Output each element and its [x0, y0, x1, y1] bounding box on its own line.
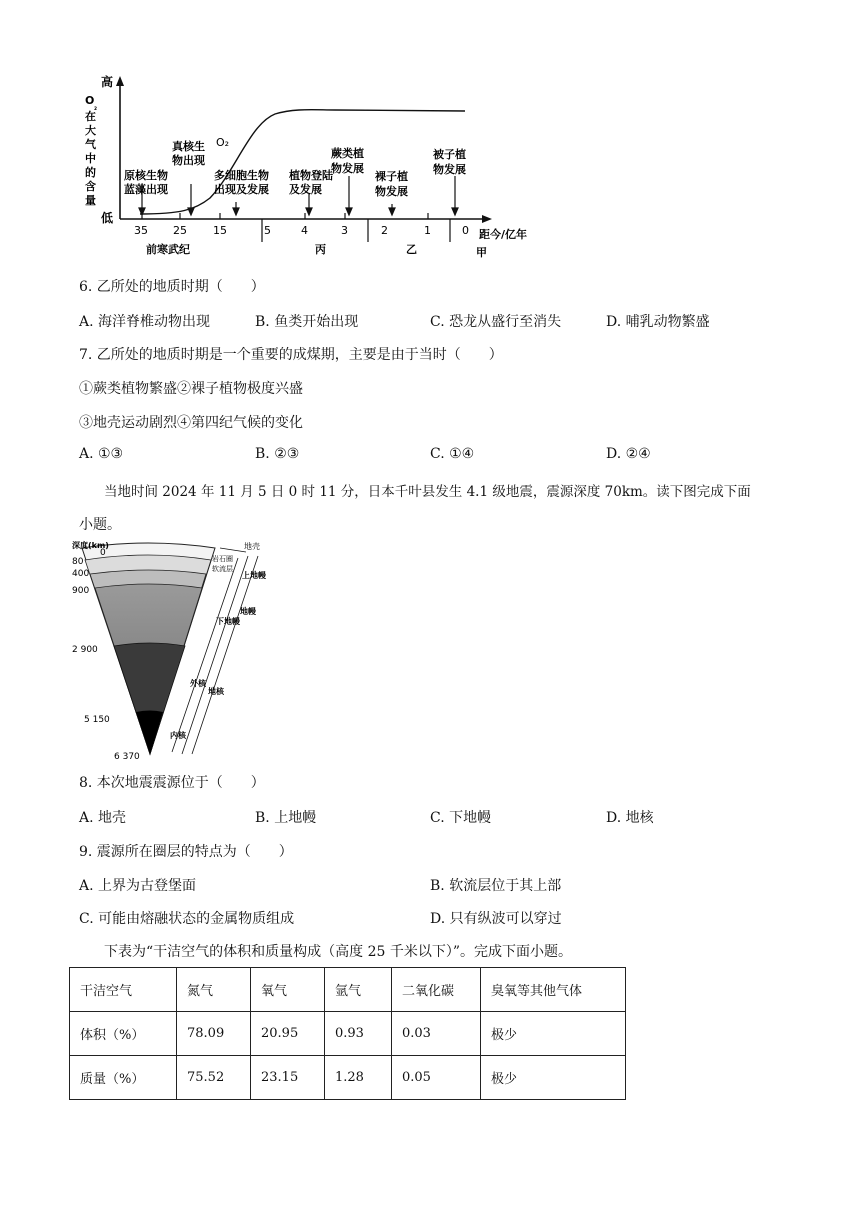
q7-option-a[interactable]: A. ①③: [79, 446, 124, 462]
event-eukaryote: [172, 139, 205, 167]
air-table-intro: 下表为“干洁空气的体积和质量构成（高度 25 千米以下）”。完成下面小题。: [104, 944, 573, 960]
q7-option-b[interactable]: B. ②③: [255, 446, 300, 462]
oxygen-history-figure: [70, 62, 550, 262]
svg-text:气: 气: [85, 138, 96, 151]
table-cell: 0.05: [392, 1056, 481, 1100]
svg-text:物发展: 物发展: [331, 162, 364, 175]
svg-text:中: 中: [85, 152, 96, 165]
svg-text:25: 25: [173, 224, 187, 237]
q6-option-a[interactable]: A. 海洋脊椎动物出现: [79, 314, 211, 330]
svg-text:15: 15: [213, 224, 227, 237]
event-prokaryote: [124, 168, 168, 196]
svg-text:5: 5: [264, 224, 271, 237]
earthquake-passage-line1: 当地时间 2024 年 11 月 5 日 0 时 11 分，日本千叶县发生 4.1 级地震，震源深度 70km。读下图完成下面: [104, 484, 751, 500]
earthquake-passage-line2: 小题。: [79, 517, 121, 533]
svg-text:出现及发展: 出现及发展: [214, 183, 269, 196]
q7-statements-1: ①蕨类植物繁盛②裸子植物极度兴盛: [79, 381, 303, 397]
core-label: 地核: [208, 687, 224, 696]
upper-mantle-label: 上地幔: [242, 571, 266, 580]
svg-text:0: 0: [462, 224, 469, 237]
svg-text:甲: 甲: [476, 246, 487, 259]
table-cell: 质量（%）: [70, 1056, 177, 1100]
svg-text:乙: 乙: [406, 243, 417, 256]
svg-text:物出现: 物出现: [172, 154, 205, 167]
table-header-cell: 氩气: [325, 968, 392, 1012]
svg-text:原核生物: 原核生物: [124, 169, 168, 182]
svg-text:3: 3: [341, 224, 348, 237]
table-header-row: [70, 968, 626, 1012]
y-axis-high-label: 高: [101, 75, 114, 89]
event-angiosperms: [433, 147, 466, 176]
table-cell: 1.28: [325, 1056, 392, 1100]
mantle-label: 地幔: [240, 607, 256, 616]
q8-option-b[interactable]: B. 上地幔: [255, 810, 317, 826]
event-land-plants: [289, 168, 333, 196]
asthenosphere-label: 软流层: [212, 565, 233, 573]
table-cell: 极少: [481, 1056, 626, 1100]
q9-option-b[interactable]: B. 软流层位于其上部: [430, 878, 562, 894]
table-header-cell: 氮气: [177, 968, 251, 1012]
table-cell: 极少: [481, 1012, 626, 1056]
svg-text:大: 大: [85, 124, 96, 137]
svg-text:6 370: 6 370: [114, 752, 140, 762]
svg-text:量: 量: [85, 194, 96, 207]
svg-text:在: 在: [85, 110, 96, 123]
event-gymnosperms: [375, 169, 408, 198]
svg-text:多细胞生物: 多细胞生物: [214, 169, 269, 182]
table-row: [70, 1056, 626, 1100]
svg-text:及发展: 及发展: [289, 183, 322, 196]
table-cell: 0.93: [325, 1012, 392, 1056]
q9-option-a[interactable]: A. 上界为古登堡面: [79, 878, 197, 894]
lithosphere-label: 岩石圈: [212, 555, 233, 563]
svg-text:2 900: 2 900: [72, 645, 98, 655]
event-ferns: [331, 146, 364, 175]
x-axis-arrow: [482, 215, 492, 223]
svg-text:O: O: [85, 94, 95, 107]
y-axis-arrow: [116, 76, 124, 86]
y-axis-title: [85, 94, 97, 207]
svg-text:含: 含: [85, 180, 96, 193]
dry-air-table: [69, 967, 626, 1100]
y-axis-low-label: 低: [101, 211, 114, 225]
q8-option-c[interactable]: C. 下地幔: [430, 810, 492, 826]
question-8: 8. 本次地震震源位于（ ）: [79, 775, 265, 791]
inner-core-layer: [136, 711, 163, 755]
q7-option-c[interactable]: C. ①④: [430, 446, 475, 462]
outer-core-label: 外核: [190, 679, 206, 688]
table-header-cell: 二氧化碳: [392, 968, 481, 1012]
svg-text:400: 400: [72, 569, 90, 579]
svg-text:蕨类植: 蕨类植: [331, 147, 364, 160]
curve-label: O₂: [216, 136, 230, 149]
table-cell: 23.15: [251, 1056, 325, 1100]
svg-text:5 150: 5 150: [84, 715, 110, 725]
depth-title: 深度(km): [72, 541, 109, 550]
question-6: 6. 乙所处的地质时期（ ）: [79, 279, 265, 295]
svg-text:900: 900: [72, 586, 90, 596]
earth-interior-figure: [70, 536, 280, 764]
svg-text:真核生: 真核生: [172, 140, 205, 153]
table-cell: 体积（%）: [70, 1012, 177, 1056]
x-tick-labels: [134, 224, 469, 237]
q7-statements-2: ③地壳运动剧烈④第四纪气候的变化: [79, 415, 303, 431]
table-header-cell: 臭氧等其他气体: [481, 968, 626, 1012]
svg-text:丙: 丙: [315, 243, 326, 256]
svg-text:植物登陆: 植物登陆: [289, 169, 333, 182]
crust-label: 地壳: [244, 542, 260, 551]
table-cell: 20.95: [251, 1012, 325, 1056]
q8-option-a[interactable]: A. 地壳: [79, 810, 127, 826]
svg-text:物发展: 物发展: [433, 163, 466, 176]
table-cell: 0.03: [392, 1012, 481, 1056]
table-row: [70, 1012, 626, 1056]
q6-option-c[interactable]: C. 恐龙从盛行至消失: [430, 314, 562, 330]
era-labels: [146, 242, 487, 259]
q7-option-d[interactable]: D. ②④: [606, 446, 651, 462]
table-cell: 75.52: [177, 1056, 251, 1100]
inner-core-label: 内核: [170, 731, 186, 740]
q6-option-b[interactable]: B. 鱼类开始出现: [255, 314, 359, 330]
svg-text:前寒武纪: 前寒武纪: [146, 243, 190, 256]
table-header-cell: 氧气: [251, 968, 325, 1012]
svg-text:裸子植: 裸子植: [375, 170, 408, 183]
svg-text:物发展: 物发展: [375, 185, 408, 198]
svg-text:1: 1: [424, 224, 431, 237]
table-cell: 78.09: [177, 1012, 251, 1056]
svg-text:₂: ₂: [94, 104, 98, 112]
svg-text:2: 2: [381, 224, 388, 237]
svg-text:0: 0: [100, 548, 106, 558]
q9-option-d[interactable]: D. 只有纵波可以穿过: [430, 911, 562, 927]
lower-mantle-label: 下地幔: [216, 617, 240, 626]
q8-option-d[interactable]: D. 地核: [606, 810, 654, 826]
x-axis-unit: 距今/亿年: [479, 228, 528, 241]
question-9: 9. 震源所在圈层的特点为（ ）: [79, 844, 293, 860]
svg-text:35: 35: [134, 224, 148, 237]
svg-text:80: 80: [72, 557, 84, 567]
q9-option-c[interactable]: C. 可能由熔融状态的金属物质组成: [79, 911, 295, 927]
svg-text:被子植: 被子植: [433, 148, 466, 161]
svg-text:4: 4: [301, 224, 308, 237]
question-7: 7. 乙所处的地质时期是一个重要的成煤期，主要是由于当时（ ）: [79, 347, 503, 363]
q6-option-d[interactable]: D. 哺乳动物繁盛: [606, 314, 710, 330]
table-header-cell: 干洁空气: [70, 968, 177, 1012]
svg-text:蓝藻出现: 蓝藻出现: [124, 183, 168, 196]
svg-text:的: 的: [85, 166, 96, 179]
